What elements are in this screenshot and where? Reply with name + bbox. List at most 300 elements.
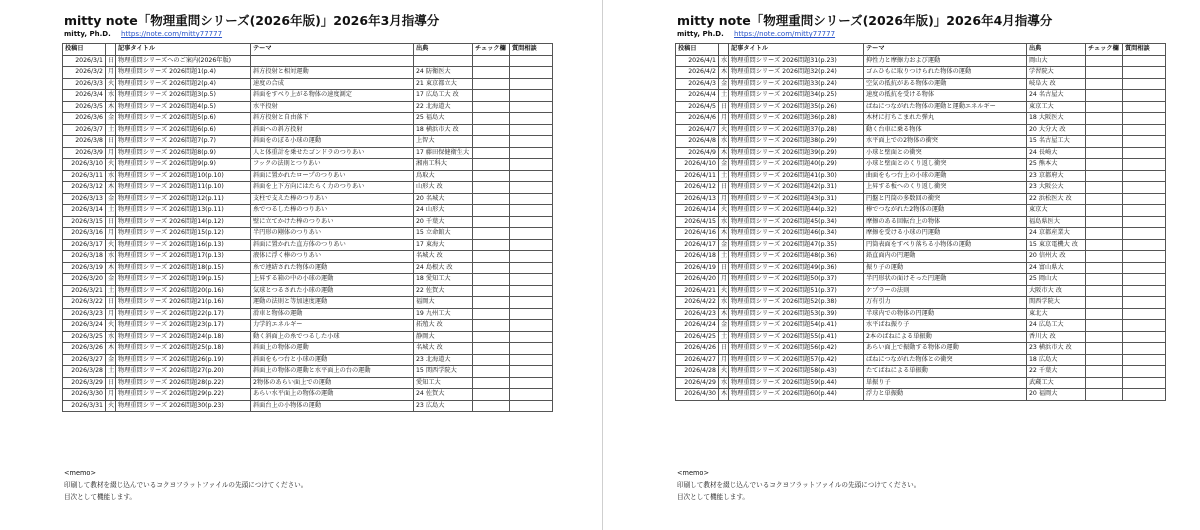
cell-question[interactable]: [510, 377, 553, 389]
table-row: [676, 136, 1166, 148]
cell-dow: 土: [719, 90, 729, 102]
cell-dow: 日: [106, 297, 116, 309]
cell-question[interactable]: [1123, 159, 1166, 171]
cell-article-title: 物理重問シリーズ 2026問題21(p.16): [116, 297, 251, 309]
cell-theme: [251, 55, 414, 67]
cell-question[interactable]: [1123, 55, 1166, 67]
cell-question[interactable]: [510, 320, 553, 332]
cell-check[interactable]: [473, 182, 510, 194]
cell-check[interactable]: [473, 55, 510, 67]
cell-dow: 水: [106, 170, 116, 182]
cell-source: 拓殖大 改: [414, 320, 473, 332]
cell-theme: 斜面上の物体の運動と水平面上の台の運動: [251, 366, 414, 378]
cell-check[interactable]: [1086, 182, 1123, 194]
table-row: [63, 320, 553, 332]
header-date: 投稿日: [676, 44, 719, 56]
header-theme: テーマ: [251, 44, 414, 56]
cell-check[interactable]: [1086, 331, 1123, 343]
cell-source: 23 京都府大: [1027, 170, 1086, 182]
cell-source: 22 浜松医大 改: [1027, 193, 1086, 205]
cell-question[interactable]: [1123, 124, 1166, 136]
cell-check[interactable]: [1086, 377, 1123, 389]
cell-question[interactable]: [1123, 67, 1166, 79]
cell-question[interactable]: [510, 136, 553, 148]
cell-question[interactable]: [1123, 78, 1166, 90]
header-question: 質問相談: [510, 44, 553, 56]
cell-question[interactable]: [510, 55, 553, 67]
cell-source: 19 九州工大: [414, 308, 473, 320]
cell-dow: 水: [719, 55, 729, 67]
header-source: 出典: [1027, 44, 1086, 56]
cell-question[interactable]: [1123, 377, 1166, 389]
cell-date: 2026/4/14: [676, 205, 719, 217]
table-row: [676, 354, 1166, 366]
cell-theme: 木材に打ちこまれた弾丸: [864, 113, 1027, 125]
cell-check[interactable]: [1086, 136, 1123, 148]
cell-date: 2026/4/27: [676, 354, 719, 366]
cell-theme: 斜面をもつ台と小球の運動: [251, 354, 414, 366]
cell-date: 2026/4/11: [676, 170, 719, 182]
cell-theme: 2物体のあらい面上での運動: [251, 377, 414, 389]
cell-dow: 日: [719, 343, 729, 355]
cell-check[interactable]: [473, 193, 510, 205]
cell-theme: 上昇する箱の中の小球の運動: [251, 274, 414, 286]
cell-question[interactable]: [510, 297, 553, 309]
cell-question[interactable]: [510, 274, 553, 286]
cell-check[interactable]: [1086, 55, 1123, 67]
note-link[interactable]: https://note.com/mitty77777: [120, 30, 223, 38]
cell-check[interactable]: [1086, 101, 1123, 113]
cell-theme: 斜面への斜方投射: [251, 124, 414, 136]
cell-article-title: 物理重問シリーズ 2026問題3(p.5): [116, 90, 251, 102]
cell-check[interactable]: [1086, 285, 1123, 297]
cell-check[interactable]: [473, 124, 510, 136]
cell-article-title: 物理重問シリーズ 2026問題6(p.6): [116, 124, 251, 136]
cell-check[interactable]: [1086, 320, 1123, 332]
cell-check[interactable]: [473, 262, 510, 274]
cell-date: 2026/3/5: [63, 101, 106, 113]
table-row: [676, 216, 1166, 228]
cell-dow: 火: [106, 159, 116, 171]
cell-question[interactable]: [510, 170, 553, 182]
memo-line-2: 目次として機能します。: [677, 493, 750, 501]
cell-question[interactable]: [510, 90, 553, 102]
cell-theme: 壁に立てかけた棒のつりあい: [251, 216, 414, 228]
cell-date: 2026/4/24: [676, 320, 719, 332]
cell-theme: 2本のばねによる単振動: [864, 331, 1027, 343]
cell-article-title: 物理重問シリーズ 2026問題29(p.22): [116, 389, 251, 401]
cell-check[interactable]: [473, 78, 510, 90]
cell-question[interactable]: [1123, 297, 1166, 309]
cell-question[interactable]: [510, 400, 553, 412]
cell-question[interactable]: [510, 147, 553, 159]
cell-source: 静岡大: [414, 331, 473, 343]
cell-article-title: 物理重問シリーズ 2026問題4(p.5): [116, 101, 251, 113]
cell-check[interactable]: [1086, 239, 1123, 251]
cell-source: 上智大: [414, 136, 473, 148]
cell-check[interactable]: [1086, 262, 1123, 274]
table-row: [676, 170, 1166, 182]
cell-theme: 水平面上での2物体の衝突: [864, 136, 1027, 148]
cell-dow: 金: [106, 113, 116, 125]
memo-line-1: 印刷して教材を綴じ込んでいるコクヨフラットファイルの先頭につけてください。: [677, 481, 921, 489]
cell-check[interactable]: [1086, 78, 1123, 90]
cell-theme: 斜方投射と自由落下: [251, 113, 414, 125]
cell-source: 23 北海道大: [414, 354, 473, 366]
cell-article-title: 物理重問シリーズ 2026問題46(p.34): [729, 228, 864, 240]
cell-question[interactable]: [1123, 193, 1166, 205]
cell-check[interactable]: [1086, 170, 1123, 182]
cell-check[interactable]: [1086, 274, 1123, 286]
cell-check[interactable]: [1086, 228, 1123, 240]
cell-source: 15 関西学院大: [414, 366, 473, 378]
cell-question[interactable]: [510, 193, 553, 205]
cell-question[interactable]: [510, 78, 553, 90]
cell-source: 20 名城大: [414, 193, 473, 205]
cell-theme: フックの法則とつりあい: [251, 159, 414, 171]
table-row: [63, 124, 553, 136]
cell-date: 2026/3/26: [63, 343, 106, 355]
table-row: [676, 308, 1166, 320]
cell-check[interactable]: [1086, 343, 1123, 355]
cell-dow: 月: [719, 274, 729, 286]
header-source: 出典: [414, 44, 473, 56]
cell-dow: 土: [719, 251, 729, 263]
table-row: [63, 90, 553, 102]
cell-question[interactable]: [1123, 182, 1166, 194]
cell-question[interactable]: [1123, 354, 1166, 366]
cell-source: 20 千葉大: [414, 216, 473, 228]
cell-article-title: 物理重問シリーズ 2026問題45(p.34): [729, 216, 864, 228]
cell-article-title: 物理重問シリーズ 2026問題57(p.42): [729, 354, 864, 366]
cell-dow: 土: [106, 124, 116, 136]
cell-question[interactable]: [1123, 308, 1166, 320]
cell-question[interactable]: [510, 366, 553, 378]
cell-check[interactable]: [1086, 216, 1123, 228]
cell-date: 2026/4/22: [676, 297, 719, 309]
cell-date: 2026/3/2: [63, 67, 106, 79]
cell-dow: 火: [106, 239, 116, 251]
cell-question[interactable]: [510, 124, 553, 136]
cell-check[interactable]: [1086, 308, 1123, 320]
cell-date: 2026/3/30: [63, 389, 106, 401]
cell-check[interactable]: [473, 274, 510, 286]
cell-article-title: 物理重問シリーズ 2026問題55(p.41): [729, 331, 864, 343]
table-row: [676, 239, 1166, 251]
cell-source: 15 立命館大: [414, 228, 473, 240]
cell-check[interactable]: [473, 308, 510, 320]
cell-question[interactable]: [1123, 331, 1166, 343]
header-check: チェック欄: [1086, 44, 1123, 56]
cell-theme: 抑性力と摩擦力および運動: [864, 55, 1027, 67]
cell-question[interactable]: [1123, 90, 1166, 102]
cell-source: 名城大 改: [414, 251, 473, 263]
cell-question[interactable]: [510, 354, 553, 366]
cell-question[interactable]: [510, 308, 553, 320]
cell-source: 香川大 改: [1027, 331, 1086, 343]
cell-date: 2026/4/18: [676, 251, 719, 263]
cell-question[interactable]: [1123, 205, 1166, 217]
cell-date: 2026/3/28: [63, 366, 106, 378]
cell-dow: 火: [719, 205, 729, 217]
cell-question[interactable]: [1123, 274, 1166, 286]
cell-check[interactable]: [473, 400, 510, 412]
cell-question[interactable]: [510, 228, 553, 240]
cell-article-title: 物理重問シリーズ 2026問題1(p.4): [116, 67, 251, 79]
cell-check[interactable]: [473, 297, 510, 309]
cell-check[interactable]: [473, 354, 510, 366]
cell-source: 山形大 改: [414, 182, 473, 194]
cell-check[interactable]: [473, 67, 510, 79]
cell-article-title: 物理重問シリーズ 2026問題30(p.23): [116, 400, 251, 412]
note-link[interactable]: https://note.com/mitty77777: [733, 30, 836, 38]
cell-check[interactable]: [1086, 67, 1123, 79]
cell-article-title: 物理重問シリーズ 2026問題24(p.18): [116, 331, 251, 343]
cell-theme: 速度の抵抗を受ける物体: [864, 90, 1027, 102]
cell-question[interactable]: [510, 389, 553, 401]
cell-question[interactable]: [510, 262, 553, 274]
cell-question[interactable]: [510, 285, 553, 297]
cell-source: 23 広島大: [414, 400, 473, 412]
cell-dow: 金: [106, 193, 116, 205]
cell-question[interactable]: [1123, 251, 1166, 263]
cell-date: 2026/4/10: [676, 159, 719, 171]
cell-check[interactable]: [473, 90, 510, 102]
table-row: [63, 78, 553, 90]
cell-question[interactable]: [1123, 113, 1166, 125]
cell-date: 2026/3/16: [63, 228, 106, 240]
table-row: [63, 251, 553, 263]
cell-article-title: 物理重問シリーズ 2026問題51(p.37): [729, 285, 864, 297]
cell-check[interactable]: [1086, 159, 1123, 171]
cell-theme: 斜面を上下方向にはたらく力のつりあい: [251, 182, 414, 194]
cell-check[interactable]: [1086, 251, 1123, 263]
author-name: mitty, Ph.D.: [677, 30, 724, 38]
cell-source: 22 千葉大: [1027, 366, 1086, 378]
cell-source: 岡山大: [1027, 55, 1086, 67]
cell-question[interactable]: [1123, 389, 1166, 401]
cell-dow: 金: [719, 78, 729, 90]
cell-question[interactable]: [1123, 343, 1166, 355]
cell-check[interactable]: [473, 113, 510, 125]
cell-check[interactable]: [1086, 354, 1123, 366]
cell-theme: 空気の抵抗がある物体の運動: [864, 78, 1027, 90]
table-row: [63, 239, 553, 251]
cell-dow: 水: [719, 216, 729, 228]
cell-check[interactable]: [473, 285, 510, 297]
cell-check[interactable]: [473, 320, 510, 332]
cell-check[interactable]: [473, 331, 510, 343]
cell-check[interactable]: [473, 136, 510, 148]
cell-question[interactable]: [1123, 228, 1166, 240]
cell-check[interactable]: [473, 377, 510, 389]
cell-article-title: 物理重問シリーズ 2026問題28(p.22): [116, 377, 251, 389]
cell-source: 24 島根大 改: [414, 262, 473, 274]
cell-check[interactable]: [1086, 193, 1123, 205]
cell-check[interactable]: [473, 159, 510, 171]
cell-theme: 速度の合成: [251, 78, 414, 90]
table-row: [63, 182, 553, 194]
cell-question[interactable]: [1123, 101, 1166, 113]
cell-source: 岐阜大 改: [1027, 78, 1086, 90]
cell-date: 2026/3/10: [63, 159, 106, 171]
cell-check[interactable]: [473, 205, 510, 217]
cell-theme: 摩擦を受ける小球の円運動: [864, 228, 1027, 240]
cell-theme: 斜方投射と相対運動: [251, 67, 414, 79]
cell-article-title: 物理重問シリーズ 2026問題23(p.17): [116, 320, 251, 332]
cell-dow: 月: [106, 308, 116, 320]
table-row: [676, 193, 1166, 205]
cell-check[interactable]: [1086, 124, 1123, 136]
cell-dow: 月: [106, 228, 116, 240]
cell-question[interactable]: [510, 159, 553, 171]
table-row: [676, 124, 1166, 136]
cell-question[interactable]: [510, 205, 553, 217]
cell-source: 24 佐賀大: [414, 389, 473, 401]
table-row: [63, 136, 553, 148]
cell-date: 2026/3/18: [63, 251, 106, 263]
cell-dow: 木: [719, 228, 729, 240]
cell-article-title: 物理重問シリーズ 2026問題26(p.19): [116, 354, 251, 366]
cell-question[interactable]: [510, 343, 553, 355]
cell-check[interactable]: [473, 147, 510, 159]
cell-question[interactable]: [510, 101, 553, 113]
cell-date: 2026/3/24: [63, 320, 106, 332]
cell-question[interactable]: [1123, 216, 1166, 228]
cell-article-title: 物理重問シリーズ 2026問題18(p.15): [116, 262, 251, 274]
cell-check[interactable]: [1086, 147, 1123, 159]
cell-dow: 日: [719, 182, 729, 194]
cell-date: 2026/4/29: [676, 377, 719, 389]
cell-date: 2026/4/30: [676, 389, 719, 401]
cell-date: 2026/3/19: [63, 262, 106, 274]
cell-theme: あらい水平面上の物体の運動: [251, 389, 414, 401]
cell-question[interactable]: [1123, 147, 1166, 159]
table-row: [676, 366, 1166, 378]
table-row: [63, 400, 553, 412]
cell-theme: ばねにつながれた物体の運動と運動エネルギー: [864, 101, 1027, 113]
cell-question[interactable]: [510, 239, 553, 251]
cell-article-title: 物理重問シリーズ 2026問題2(p.4): [116, 78, 251, 90]
cell-theme: 万有引力: [864, 297, 1027, 309]
cell-source: 23 横浜市大 改: [1027, 343, 1086, 355]
table-row: [676, 320, 1166, 332]
table-row: [63, 262, 553, 274]
table-row: [676, 205, 1166, 217]
cell-article-title: 物理重問シリーズ 2026問題40(p.29): [729, 159, 864, 171]
table-row: [676, 78, 1166, 90]
cell-check[interactable]: [473, 389, 510, 401]
cell-dow: 日: [106, 55, 116, 67]
cell-question[interactable]: [1123, 239, 1166, 251]
cell-article-title: 物理重問シリーズ 2026問題31(p.23): [729, 55, 864, 67]
cell-source: 東京大: [1027, 205, 1086, 217]
cell-date: 2026/4/21: [676, 285, 719, 297]
cell-check[interactable]: [473, 170, 510, 182]
cell-theme: 人と体重計を乗せたゴンドラのつりあい: [251, 147, 414, 159]
memo-block: [677, 467, 920, 503]
table-row: [676, 274, 1166, 286]
cell-theme: 振り子の運動: [864, 262, 1027, 274]
cell-theme: 半円形状の面けそった円運動: [864, 274, 1027, 286]
cell-date: 2026/3/13: [63, 193, 106, 205]
cell-question[interactable]: [1123, 262, 1166, 274]
cell-question[interactable]: [1123, 366, 1166, 378]
cell-question[interactable]: [510, 67, 553, 79]
cell-dow: 火: [719, 285, 729, 297]
cell-dow: 金: [719, 320, 729, 332]
cell-dow: 月: [106, 147, 116, 159]
cell-source: 18 横浜市大 改: [414, 124, 473, 136]
cell-check[interactable]: [473, 239, 510, 251]
cell-check[interactable]: [1086, 389, 1123, 401]
cell-date: 2026/3/14: [63, 205, 106, 217]
cell-question[interactable]: [1123, 170, 1166, 182]
cell-check[interactable]: [473, 366, 510, 378]
cell-article-title: 物理重問シリーズ 2026問題11(p.10): [116, 182, 251, 194]
cell-date: 2026/3/21: [63, 285, 106, 297]
header-theme: テーマ: [864, 44, 1027, 56]
cell-article-title: 物理重問シリーズ 2026問題43(p.31): [729, 193, 864, 205]
cell-theme: ケプラーの法則: [864, 285, 1027, 297]
table-row: [63, 147, 553, 159]
cell-dow: 月: [719, 354, 729, 366]
cell-question[interactable]: [1123, 320, 1166, 332]
cell-check[interactable]: [473, 251, 510, 263]
cell-question[interactable]: [510, 113, 553, 125]
cell-source: 東北大: [1027, 308, 1086, 320]
cell-dow: 水: [719, 377, 729, 389]
table-header-row: [676, 44, 1166, 56]
cell-check[interactable]: [1086, 90, 1123, 102]
byline: [677, 30, 835, 38]
cell-question[interactable]: [510, 216, 553, 228]
cell-dow: 日: [719, 101, 729, 113]
cell-date: 2026/4/25: [676, 331, 719, 343]
cell-check[interactable]: [473, 343, 510, 355]
cell-date: 2026/3/7: [63, 124, 106, 136]
memo-line-1: 印刷して教材を綴じ込んでいるコクヨフラットファイルの先頭につけてください。: [64, 481, 308, 489]
cell-check[interactable]: [1086, 113, 1123, 125]
cell-check[interactable]: [473, 216, 510, 228]
cell-check[interactable]: [1086, 366, 1123, 378]
table-row: [63, 297, 553, 309]
cell-theme: 斜面をすべり上がる物体の速度測定: [251, 90, 414, 102]
cell-question[interactable]: [510, 331, 553, 343]
table-row: [63, 170, 553, 182]
cell-check[interactable]: [473, 101, 510, 113]
table-row: [63, 343, 553, 355]
cell-question[interactable]: [510, 182, 553, 194]
cell-dow: 土: [106, 285, 116, 297]
cell-dow: 水: [106, 331, 116, 343]
cell-question[interactable]: [1123, 136, 1166, 148]
cell-source: 22 佐賀大: [414, 285, 473, 297]
cell-source: 東京工大: [1027, 101, 1086, 113]
cell-date: 2026/3/17: [63, 239, 106, 251]
cell-question[interactable]: [510, 251, 553, 263]
cell-question[interactable]: [1123, 285, 1166, 297]
cell-source: 24 富山県大: [1027, 262, 1086, 274]
cell-check[interactable]: [473, 228, 510, 240]
cell-dow: 日: [106, 216, 116, 228]
cell-source: 15 名古屋工大: [1027, 136, 1086, 148]
cell-check[interactable]: [1086, 297, 1123, 309]
cell-article-title: 物理重問シリーズ 2026問題58(p.43): [729, 366, 864, 378]
table-row: [63, 274, 553, 286]
cell-check[interactable]: [1086, 205, 1123, 217]
cell-dow: 火: [106, 78, 116, 90]
